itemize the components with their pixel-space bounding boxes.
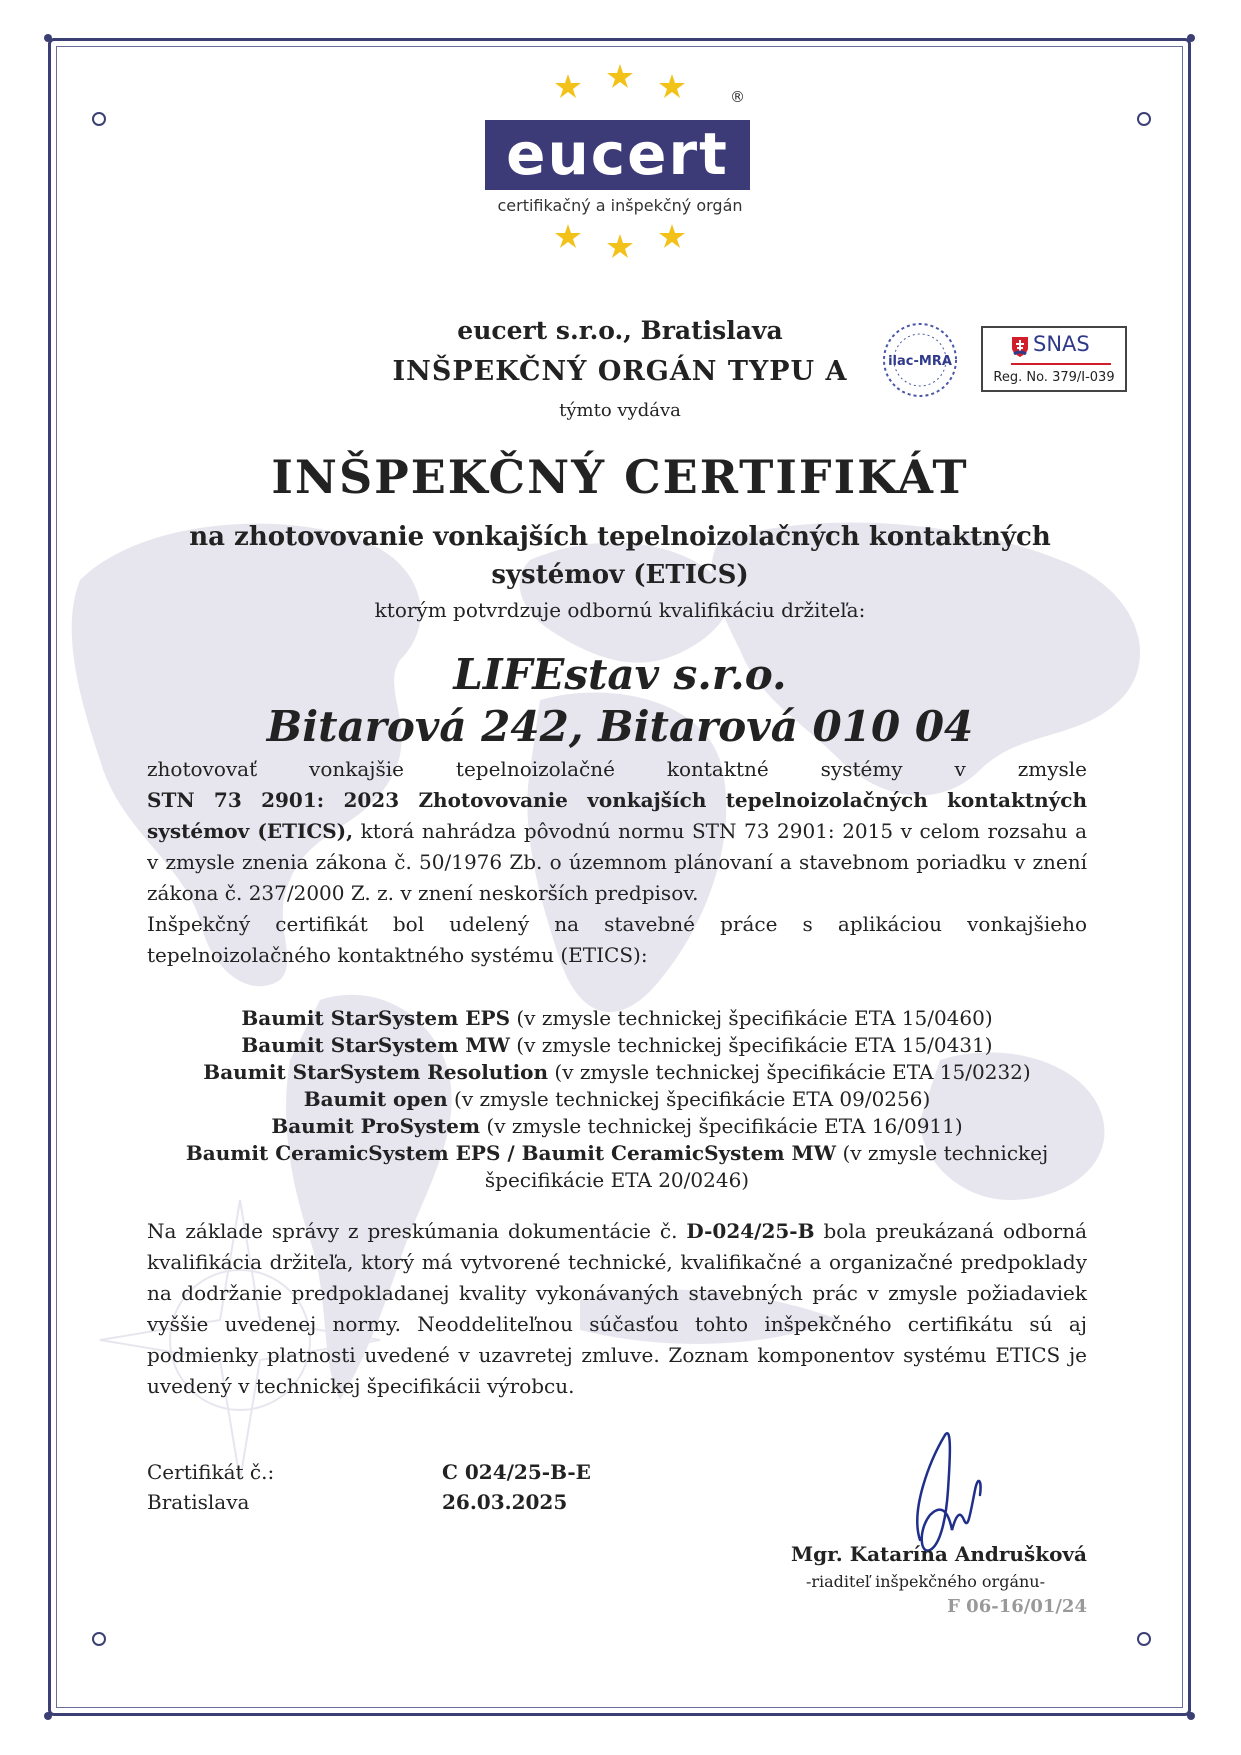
product-separator: / — [500, 1141, 522, 1165]
product-line — [147, 1140, 1087, 1167]
subject-line-1: na zhotovovanie vonkajších tepelnoizolačných kontaktných — [189, 522, 1051, 552]
product-spec: (v zmysle technickej — [836, 1141, 1049, 1165]
product-line — [147, 1032, 1087, 1059]
corner-dot — [44, 1712, 52, 1720]
basis-text-rest: bola preukázaná odborná kvalifikácia držiteľa, ktorý má vytvorené technické, kvalifikačné a organizačné predpoklady na dodržanie predpokladanej kvality vykonávaných stavebných prác v zmysle požiadaviek vyššie uvedenej normy. Neoddeliteľnou súčasťou tohto inšpekčného certifikátu sú aj podmienky platnosti uvedené v uzavretej zmluve. Zoznam komponentov systému ETICS je uvedený v technickej špecifikácii výrobcu. — [147, 1219, 1087, 1398]
product-spec: (v zmysle technickej špecifikácie ETA 15/0232) — [548, 1060, 1031, 1084]
product-name: Baumit StarSystem EPS — [241, 1006, 511, 1030]
signatory-name: Mgr. Katarína Andrušková — [790, 1542, 1087, 1566]
product-name: Baumit open — [303, 1087, 448, 1111]
snas-reg-number: Reg. No. 379/I-039 — [993, 370, 1115, 385]
product-line — [147, 1113, 1087, 1140]
product-name: Baumit CeramicSystem MW — [521, 1141, 837, 1165]
product-name: Baumit ProSystem — [271, 1114, 481, 1138]
scope-rest: ktorá nahrádza pôvodnú normu STN 73 2901: 2015 v celom rozsahu a v zmysle znenia zákona č. 50/1976 Zb. o územnom plánovaní a stavebnom poriadku v znení zákona č. 237/2000 Z. z. v znení neskorších predpisov. — [147, 819, 1087, 905]
product-line — [147, 1005, 1087, 1032]
subject-line-2: systémov (ETICS) — [491, 560, 749, 590]
ilac-mra-logo — [880, 320, 960, 400]
granted-paragraph: Inšpekčný certifikát bol udelený na stavebné práce s aplikáciou vonkajšieho tepelnoizolačného kontaktného systému (ETICS): — [147, 912, 1087, 967]
certificate-number: C 024/25-B-E — [442, 1460, 591, 1484]
basis-paragraph — [147, 1216, 1087, 1402]
product-name: Baumit StarSystem MW — [241, 1033, 510, 1057]
certificate-title: INŠPEKČNÝ CERTIFIKÁT — [271, 450, 969, 504]
basis-text: Na základe správy z preskúmania dokumentácie č. — [147, 1219, 687, 1243]
norm-reference: STN 73 2901: 2023 Zhotovovanie vonkajších tepelnoizolačných kontaktných systémov (ETICS), — [147, 788, 1087, 843]
signature-image — [890, 1420, 1010, 1560]
confirm-text: ktorým potvrdzuje odbornú kvalifikáciu držiteľa: — [374, 598, 866, 622]
product-name: Baumit StarSystem Resolution — [203, 1060, 549, 1084]
snas-divider — [1011, 363, 1111, 365]
scope-intro: zhotovovať vonkajšie tepelnoizolačné kontaktné systémy v zmysle — [147, 757, 1087, 781]
corner-dot — [1187, 34, 1195, 42]
ilac-text: ilac-MRA — [888, 354, 952, 369]
product-spec: (v zmysle technickej špecifikácie ETA 09/0256) — [447, 1087, 931, 1111]
scope-paragraph — [147, 785, 1087, 909]
product-spec-continued: špecifikácie ETA 20/0246) — [484, 1168, 750, 1192]
holder-name: LIFEstav s.r.o. — [453, 650, 787, 699]
issuer-name: eucert s.r.o., Bratislava — [457, 316, 783, 345]
document-number: D-024/25-B — [686, 1219, 815, 1243]
corner-ornament — [1137, 112, 1151, 126]
issues-text: týmto vydáva — [559, 400, 681, 421]
corner-ornament — [92, 1632, 106, 1646]
certificate-number-label: Certifikát č.: — [147, 1460, 275, 1484]
issuer-type: INŠPEKČNÝ ORGÁN TYPU A — [392, 356, 848, 387]
stars-top-icon — [550, 62, 690, 104]
logo-subtitle: certifikačný a inšpekčný orgán — [497, 196, 743, 215]
stars-bottom-icon — [550, 222, 690, 264]
issue-place: Bratislava — [147, 1490, 250, 1514]
form-code: F 06-16/01/24 — [947, 1596, 1087, 1617]
product-spec: (v zmysle technickej špecifikácie ETA 15/0431) — [509, 1033, 993, 1057]
signatory-role: -riaditeľ inšpekčného orgánu- — [805, 1572, 1045, 1591]
snas-badge — [981, 326, 1127, 392]
slovak-shield-icon — [1011, 336, 1029, 358]
corner-ornament — [1137, 1632, 1151, 1646]
holder-address: Bitarová 242, Bitarová 010 04 — [266, 702, 974, 751]
eucert-logo: eucert — [485, 120, 750, 190]
snas-label: SNAS — [1033, 332, 1090, 356]
product-line — [147, 1059, 1087, 1086]
registered-mark: ® — [730, 88, 745, 106]
corner-dot — [44, 34, 52, 42]
product-name: Baumit CeramicSystem EPS — [185, 1141, 501, 1165]
corner-ornament — [92, 112, 106, 126]
issue-date: 26.03.2025 — [442, 1490, 568, 1514]
product-spec: (v zmysle technickej špecifikácie ETA 15/0460) — [510, 1006, 993, 1030]
corner-dot — [1187, 1712, 1195, 1720]
product-spec: (v zmysle technickej špecifikácie ETA 16/0911) — [480, 1114, 963, 1138]
product-line — [147, 1086, 1087, 1113]
